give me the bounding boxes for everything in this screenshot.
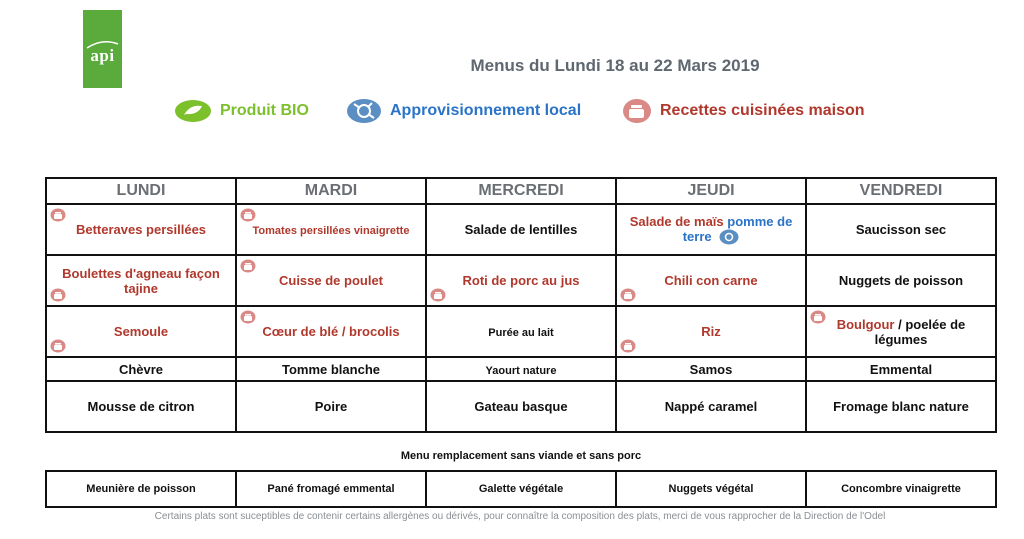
menu-cell [806, 255, 996, 306]
dish-name: Samos [689, 361, 733, 377]
day-header-monday: LUNDI [46, 178, 236, 204]
menu-cell [426, 381, 616, 432]
menu-cell [806, 381, 996, 432]
local-supply-icon [346, 98, 382, 124]
menu-cell [616, 306, 806, 357]
dish-name: Purée au lait [488, 327, 554, 339]
menu-cell [616, 381, 806, 432]
allergen-footer-note: Certains plats sont suceptibles de contenir certains allergènes ou dérivés, pour connaître la composition des plats, merci de vous rapprocher de la Direction de l'Odel [154, 511, 886, 522]
dish-name: Roti de porc au jus [462, 273, 580, 288]
homemade-icon [620, 339, 636, 353]
dish-name: Saucisson sec [855, 222, 947, 237]
menu-cell [236, 357, 426, 381]
menu-cell [46, 357, 236, 381]
dish-name: Riz [701, 324, 721, 339]
menu-cell [616, 357, 806, 381]
replacement-cell: Meunière de poisson [46, 471, 236, 507]
homemade-icon [240, 310, 256, 324]
main-row [46, 255, 996, 306]
replacement-row [46, 471, 996, 507]
dish-name: Boulettes d'agneau façon tajine [62, 265, 220, 296]
legend-homemade [622, 97, 865, 125]
dish-name: Chili con carne [664, 273, 758, 288]
dish-name: Emmental [869, 361, 933, 377]
menu-cell [426, 357, 616, 381]
menu-cell [46, 204, 236, 255]
legend-local-label: Approvisionnement local [390, 102, 582, 119]
homemade-icon [430, 288, 446, 302]
homemade-icon [620, 288, 636, 302]
homemade-icon [50, 288, 66, 302]
menu-cell [236, 204, 426, 255]
homemade-icon [50, 208, 66, 222]
legend-bio [174, 97, 309, 125]
dish-name: Poire [314, 399, 348, 414]
menu-cell [426, 204, 616, 255]
menu-cell [616, 204, 806, 255]
dish-name: Yaourt nature [485, 364, 557, 377]
menu-cell [46, 381, 236, 432]
dish-name: Salade de lentilles [464, 222, 578, 237]
day-header-tuesday: MARDI [236, 178, 426, 204]
dish-name: Semoule [113, 324, 169, 339]
homemade-icon [810, 310, 826, 324]
day-header-wednesday: MERCREDI [426, 178, 616, 204]
replacement-cell: Concombre vinaigrette [806, 471, 996, 507]
homemade-icon [240, 208, 256, 222]
menu-cell [426, 306, 616, 357]
dish-name-part1: Salade de maïs [629, 213, 724, 229]
dish-name: Tomme blanche [281, 361, 380, 377]
replacement-menu-table [45, 470, 997, 508]
api-logo [83, 10, 122, 88]
menu-cell [806, 204, 996, 255]
side-row [46, 306, 996, 357]
cheese-row [46, 357, 996, 381]
starter-row [46, 204, 996, 255]
dish-name: Nuggets de poisson [838, 273, 964, 288]
dish-name: Cuisse de poulet [278, 273, 384, 288]
leaf-icon [174, 99, 212, 123]
dish-name: Gateau basque [474, 399, 568, 414]
dish-name: Fromage blanc nature [833, 399, 969, 414]
replacement-menu-title: Menu remplacement sans viande et sans porc [400, 450, 642, 462]
dish-name: Chèvre [118, 361, 164, 377]
dish-name: Betteraves persillées [75, 222, 207, 237]
homemade-icon [240, 259, 256, 273]
replacement-cell: Galette végétale [426, 471, 616, 507]
cooking-pot-icon [622, 98, 652, 124]
dessert-row [46, 381, 996, 432]
dish-name: Cœur de blé / brocolis [262, 324, 400, 339]
menu-cell [236, 255, 426, 306]
replacement-cell: Pané fromagé emmental [236, 471, 426, 507]
legend-bio-label: Produit BIO [220, 102, 309, 119]
menu-cell [46, 255, 236, 306]
menu-cell [806, 306, 996, 357]
page-title: Menus du Lundi 18 au 22 Mars 2019 [470, 56, 760, 75]
dish-name: Mousse de citron [87, 399, 195, 414]
homemade-icon [50, 339, 66, 353]
menu-cell [236, 306, 426, 357]
logo-text: api [90, 46, 115, 65]
menu-cell [236, 381, 426, 432]
local-supply-icon [719, 229, 739, 245]
logo-swoosh-icon [86, 40, 119, 50]
dish-name: Tomates persillées vinaigrette [252, 225, 410, 237]
menu-cell [46, 306, 236, 357]
day-header-thursday: JEUDI [616, 178, 806, 204]
dish-name-part1: Boulgour [836, 316, 895, 332]
legend-homemade-label: Recettes cuisinées maison [660, 102, 865, 119]
day-header-friday: VENDREDI [806, 178, 996, 204]
days-header-row [46, 178, 996, 204]
menu-cell [806, 357, 996, 381]
legend-local [346, 97, 581, 125]
dish-name: Nappé caramel [664, 399, 758, 414]
weekly-menu-table [45, 177, 997, 433]
dish-name-part2: / poelée de légumes [874, 316, 966, 347]
replacement-cell: Nuggets végétal [616, 471, 806, 507]
menu-cell [616, 255, 806, 306]
dish-name-part2: pomme de terre [682, 213, 793, 244]
menu-cell [426, 255, 616, 306]
